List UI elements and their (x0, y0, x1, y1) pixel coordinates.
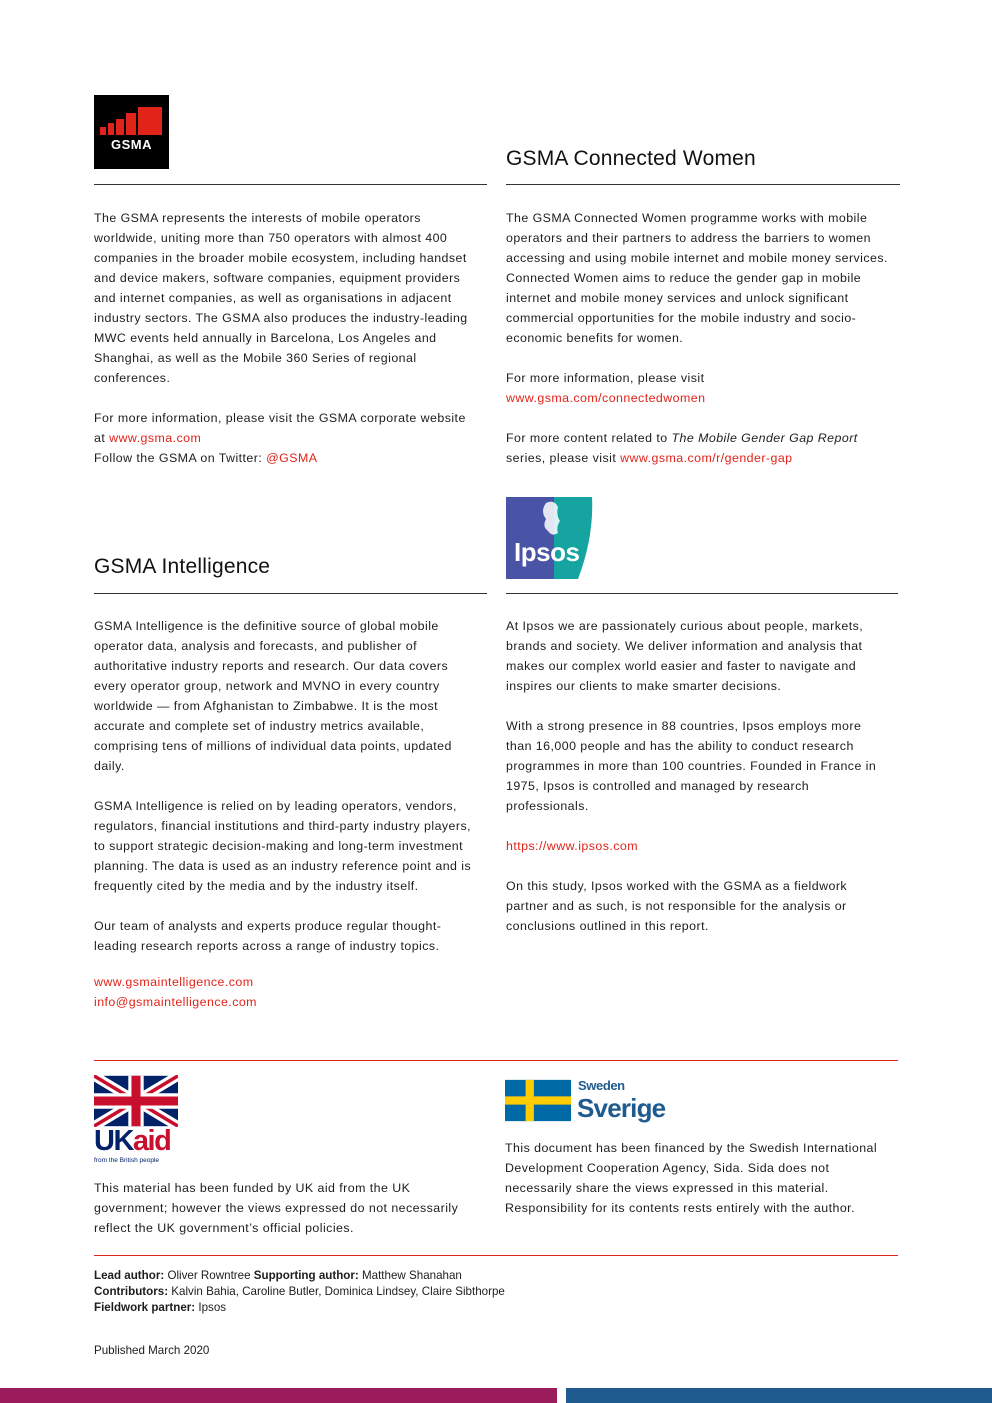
ipsos-section (506, 616, 890, 936)
credits-authors: Lead author: Oliver Rowntree Supporting author: Matthew Shanahan (94, 1269, 462, 1282)
intelligence-body-3: Our team of analysts and experts produce regular thought-leading research reports across a range of industry topics. (94, 919, 442, 953)
sweden-small-text: Sweden (578, 1078, 625, 1093)
credits-contributors: Contributors: Kalvin Bahia, Caroline Butler, Dominica Lindsey, Claire Sibthorpe (94, 1285, 505, 1298)
divider-top-left (94, 184, 487, 185)
gsma-twitter-link[interactable]: @GSMA (266, 451, 318, 465)
footer-bar-blue (566, 1388, 992, 1403)
intelligence-section (94, 616, 476, 1012)
ipsos-link-line (506, 836, 890, 856)
divider-top-right (506, 184, 900, 185)
ukaid-logo (94, 1075, 180, 1167)
connected-women-report: For more content related to The Mobile Gender Gap Report series, please visit www.gsma.com/r/gender-gap (506, 431, 858, 465)
ipsos-logo-text: Ipsos (514, 537, 580, 567)
footer-bar-purple (0, 1388, 557, 1403)
gsma-logo-text: GSMA (111, 137, 152, 152)
intelligence-body-1: GSMA Intelligence is the definitive source of global mobile operator data, analysis and forecasts, and publisher of authoritative industry reports and research. Our data covers every operator group, network and MVNO in every country worldwide — from Afghanistan to Zimbabwe. It is the most accurate and complete set of industry metrics available, comprising tens of millions of individual data points, updated daily. (94, 619, 452, 773)
connected-women-title: GSMA Connected Women (506, 147, 756, 170)
published-date: Published March 2020 (94, 1344, 210, 1357)
intelligence-email-link[interactable]: info@gsmaintelligence.com (94, 995, 257, 1009)
gsma-section (94, 208, 476, 468)
connected-women-section (506, 208, 890, 468)
connected-women-body: The GSMA Connected Women programme works with mobile operators and their partners to address the barriers to women accessing and using mobile internet and mobile money services. Connected Women aims to reduce the gender gap in mobile internet and mobile money services and unlock significant commercial opportunities for the mobile industry and socio-economic benefits for women. (506, 211, 888, 345)
divider-red-bottom (94, 1255, 898, 1256)
gsma-logo (94, 95, 169, 169)
connected-women-link[interactable]: www.gsma.com/connectedwomen (506, 391, 706, 405)
sverige-text: Sverige (577, 1093, 666, 1123)
sweden-logo (505, 1078, 675, 1128)
credits (94, 1268, 894, 1316)
ukaid-uk-text: UK (94, 1125, 133, 1157)
ipsos-logo (506, 497, 594, 579)
divider-mid-right (506, 593, 898, 594)
intelligence-website-link[interactable]: www.gsmaintelligence.com (94, 975, 254, 989)
ipsos-body-1: At Ipsos we are passionately curious about people, markets, brands and society. We deliver information and analysis that makes our complex world easier and faster to navigate and inspires our clients to make smarter decisions. (506, 619, 864, 693)
ipsos-body-3: On this study, Ipsos worked with the GSMA as a fieldwork partner and as such, is not responsible for the analysis or conclusions outlined in this report. (506, 879, 848, 933)
swedish-flag-icon (505, 1079, 571, 1122)
ukaid-tagline: from the British people (94, 1157, 160, 1164)
report-title: The Mobile Gender Gap Report (671, 431, 858, 445)
divider-red-top (94, 1060, 898, 1061)
gsma-bars-icon (94, 95, 169, 169)
union-flag-icon (94, 1075, 178, 1127)
divider-mid-left (94, 593, 487, 594)
credits-fieldwork: Fieldwork partner: Ipsos (94, 1301, 227, 1314)
connected-women-more-info: For more information, please visit www.gsma.com/connectedwomen (506, 371, 706, 405)
ipsos-link[interactable]: https://www.ipsos.com (506, 839, 639, 853)
intelligence-website (94, 972, 476, 992)
gsma-body: The GSMA represents the interests of mobile operators worldwide, uniting more than 750 operators with almost 400 companies in the broader mobile ecosystem, including handset and device makers, software companies, equipment providers and internet companies, as well as organisations in adjacent industry sectors. The GSMA also produces the industry-leading MWC events held annually in Barcelona, Los Angeles and Shanghai, as well as the Mobile 360 Series of regional conferences. (94, 211, 468, 385)
sida-body: This document has been financed by the Swedish International Development Cooperation Agency, Sida. Sida does not necessarily share the views expressed in this material. Responsibility for its contents rests entirely with the author. (505, 1141, 878, 1215)
ipsos-body-2: With a strong presence in 88 countries, Ipsos employs more than 16,000 people and has the ability to conduct research programmes in more than 100 countries. Founded in France in 1975, Ipsos is controlled and managed by research professionals. (506, 719, 877, 813)
ukaid-aid-text: aid (132, 1125, 171, 1157)
ukaid-section (94, 1178, 476, 1238)
gsma-twitter: Follow the GSMA on Twitter: @GSMA (94, 451, 318, 465)
gsma-website-link[interactable]: www.gsma.com (109, 431, 202, 445)
gsma-more-info: For more information, please visit the GSMA corporate website at www.gsma.com (94, 411, 466, 445)
intelligence-email (94, 992, 476, 1012)
intelligence-title: GSMA Intelligence (94, 555, 271, 578)
intelligence-body-2: GSMA Intelligence is relied on by leading operators, vendors, regulators, financial institutions and third-party industry players, to support strategic decision-making and long-term investment planning. The data is used as an industry reference point and is frequently cited by the media and by the industry itself. (94, 799, 472, 893)
ukaid-wordmark (94, 1125, 170, 1157)
gender-gap-link[interactable]: www.gsma.com/r/gender-gap (620, 451, 793, 465)
ukaid-body: This material has been funded by UK aid from the UK government; however the views expressed do not necessarily reflect the UK government’s official policies. (94, 1181, 459, 1235)
sida-section (505, 1138, 889, 1218)
